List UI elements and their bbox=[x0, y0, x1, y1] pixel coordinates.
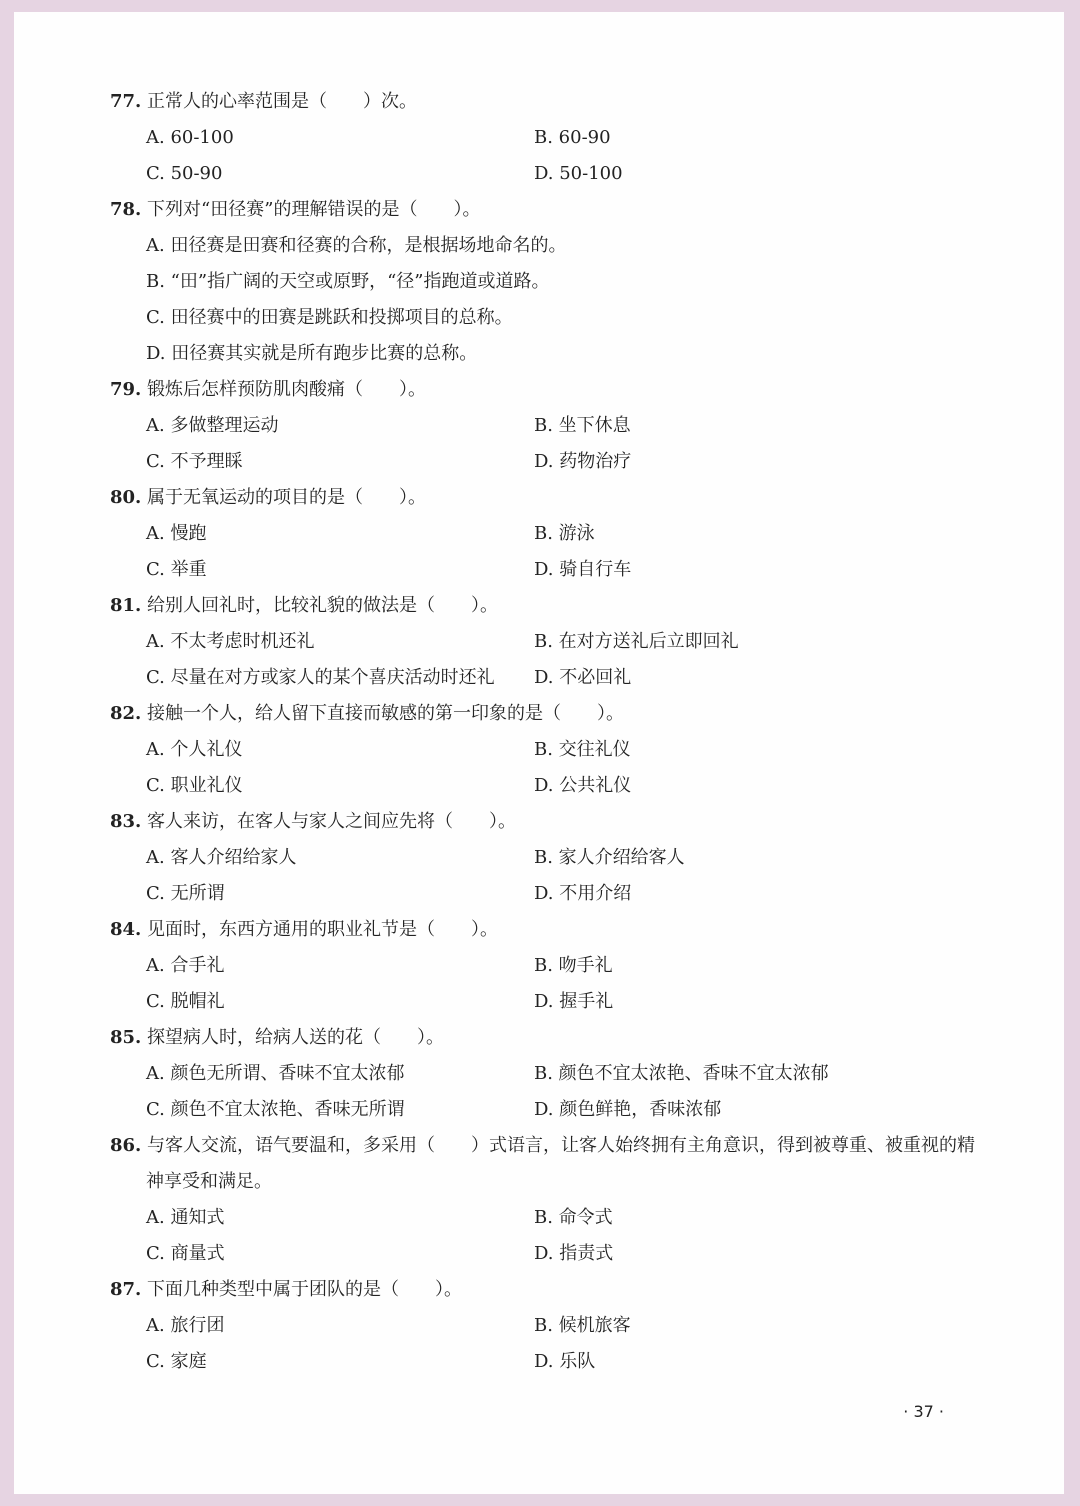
option-b: B. 颜色不宜太浓艳、香味不宜太浓郁 bbox=[534, 1063, 829, 1084]
option-d: D. 50-100 bbox=[534, 163, 623, 184]
option-c: C. 田径赛中的田赛是跳跃和投掷项目的总称。 bbox=[146, 307, 513, 328]
option-d: D. 指责式 bbox=[534, 1243, 614, 1264]
question-number: 80. bbox=[110, 487, 142, 508]
question-list bbox=[110, 84, 990, 1380]
option-b: B. “田”指广阔的天空或原野，“径”指跑道或道路。 bbox=[146, 271, 550, 292]
option-b: B. 吻手礼 bbox=[534, 955, 613, 976]
option-c: C. 家庭 bbox=[146, 1351, 207, 1372]
question-stem bbox=[110, 696, 990, 732]
question-stem bbox=[110, 84, 990, 120]
question-85 bbox=[110, 1020, 990, 1128]
option-d: D. 握手礼 bbox=[534, 991, 614, 1012]
option-list bbox=[110, 408, 990, 480]
option-d: D. 颜色鲜艳，香味浓郁 bbox=[534, 1099, 722, 1120]
question-79 bbox=[110, 372, 990, 480]
option-b: B. 交往礼仪 bbox=[534, 739, 631, 760]
option-c: C. 职业礼仪 bbox=[146, 775, 243, 796]
question-number: 83. bbox=[110, 811, 142, 832]
option-b: B. 在对方送礼后立即回礼 bbox=[534, 631, 739, 652]
question-80 bbox=[110, 480, 990, 588]
option-a: A. 慢跑 bbox=[146, 523, 207, 544]
option-b: B. 游泳 bbox=[534, 523, 595, 544]
option-d: D. 公共礼仪 bbox=[534, 775, 632, 796]
question-84 bbox=[110, 912, 990, 1020]
option-list bbox=[110, 1056, 990, 1128]
option-list bbox=[110, 1200, 990, 1272]
option-b: B. 候机旅客 bbox=[534, 1315, 631, 1336]
question-stem bbox=[110, 1272, 990, 1308]
option-c: C. 无所谓 bbox=[146, 883, 225, 904]
option-c: C. 脱帽礼 bbox=[146, 991, 225, 1012]
option-list bbox=[110, 624, 990, 696]
option-a: A. 通知式 bbox=[146, 1207, 225, 1228]
question-stem bbox=[110, 588, 990, 624]
option-a: A. 田径赛是田赛和径赛的合称，是根据场地命名的。 bbox=[146, 235, 567, 256]
question-stem bbox=[110, 1128, 990, 1200]
option-list bbox=[110, 840, 990, 912]
textbook-page bbox=[14, 12, 1064, 1494]
question-86 bbox=[110, 1128, 990, 1272]
question-text: 属于无氧运动的项目的是（ ）。 bbox=[141, 487, 427, 508]
option-list bbox=[110, 948, 990, 1020]
option-list bbox=[110, 120, 990, 192]
question-stem bbox=[110, 372, 990, 408]
question-number: 77. bbox=[110, 91, 142, 112]
page-number: · 37 · bbox=[903, 1402, 944, 1421]
question-82 bbox=[110, 696, 990, 804]
option-a: A. 60-100 bbox=[146, 127, 234, 148]
option-a: A. 合手礼 bbox=[146, 955, 225, 976]
question-text: 与客人交流，语气要温和，多采用（ ）式语言，让客人始终拥有主角意识，得到被尊重、被重视的精神享受和满足。 bbox=[141, 1135, 976, 1192]
option-a: A. 旅行团 bbox=[146, 1315, 225, 1336]
question-stem bbox=[110, 1020, 990, 1056]
option-d: D. 乐队 bbox=[534, 1351, 596, 1372]
option-a: A. 个人礼仪 bbox=[146, 739, 243, 760]
question-number: 81. bbox=[110, 595, 142, 616]
option-a: A. 颜色无所谓、香味不宜太浓郁 bbox=[146, 1063, 405, 1084]
option-c: C. 不予理睬 bbox=[146, 451, 243, 472]
option-list bbox=[110, 516, 990, 588]
option-b: B. 家人介绍给客人 bbox=[534, 847, 685, 868]
option-c: C. 50-90 bbox=[146, 163, 223, 184]
question-text: 客人来访，在客人与家人之间应先将（ ）。 bbox=[141, 811, 517, 832]
option-b: B. 坐下休息 bbox=[534, 415, 631, 436]
option-d: D. 药物治疗 bbox=[534, 451, 632, 472]
question-83 bbox=[110, 804, 990, 912]
question-text: 给别人回礼时，比较礼貌的做法是（ ）。 bbox=[141, 595, 499, 616]
question-number: 78. bbox=[110, 199, 142, 220]
question-number: 86. bbox=[110, 1135, 142, 1156]
question-77 bbox=[110, 84, 990, 192]
option-a: A. 不太考虑时机还礼 bbox=[146, 631, 315, 652]
question-text: 下列对“田径赛”的理解错误的是（ ）。 bbox=[141, 199, 481, 220]
question-text: 见面时，东西方通用的职业礼节是（ ）。 bbox=[141, 919, 499, 940]
question-number: 87. bbox=[110, 1279, 142, 1300]
option-list bbox=[110, 1308, 990, 1380]
question-text: 正常人的心率范围是（ ）次。 bbox=[141, 91, 418, 112]
option-d: D. 不用介绍 bbox=[534, 883, 632, 904]
question-number: 85. bbox=[110, 1027, 142, 1048]
question-text: 下面几种类型中属于团队的是（ ）。 bbox=[141, 1279, 463, 1300]
option-a: A. 多做整理运动 bbox=[146, 415, 279, 436]
question-text: 接触一个人，给人留下直接而敏感的第一印象的是（ ）。 bbox=[141, 703, 625, 724]
option-c: C. 商量式 bbox=[146, 1243, 225, 1264]
option-a: A. 客人介绍给家人 bbox=[146, 847, 297, 868]
question-number: 82. bbox=[110, 703, 142, 724]
question-text: 锻炼后怎样预防肌肉酸痛（ ）。 bbox=[141, 379, 427, 400]
question-number: 84. bbox=[110, 919, 142, 940]
option-c: C. 举重 bbox=[146, 559, 207, 580]
question-81 bbox=[110, 588, 990, 696]
question-87 bbox=[110, 1272, 990, 1380]
question-text: 探望病人时，给病人送的花（ ）。 bbox=[141, 1027, 445, 1048]
option-c: C. 颜色不宜太浓艳、香味无所谓 bbox=[146, 1099, 405, 1120]
option-d: D. 不必回礼 bbox=[534, 667, 632, 688]
question-stem bbox=[110, 480, 990, 516]
option-list bbox=[110, 732, 990, 804]
question-stem bbox=[110, 192, 990, 228]
option-d: D. 田径赛其实就是所有跑步比赛的总称。 bbox=[146, 343, 478, 364]
question-stem bbox=[110, 804, 990, 840]
option-c: C. 尽量在对方或家人的某个喜庆活动时还礼 bbox=[146, 667, 495, 688]
option-list bbox=[110, 228, 990, 372]
question-stem bbox=[110, 912, 990, 948]
option-d: D. 骑自行车 bbox=[534, 559, 632, 580]
question-number: 79. bbox=[110, 379, 142, 400]
option-b: B. 命令式 bbox=[534, 1207, 613, 1228]
option-b: B. 60-90 bbox=[534, 127, 611, 148]
question-78 bbox=[110, 192, 990, 372]
